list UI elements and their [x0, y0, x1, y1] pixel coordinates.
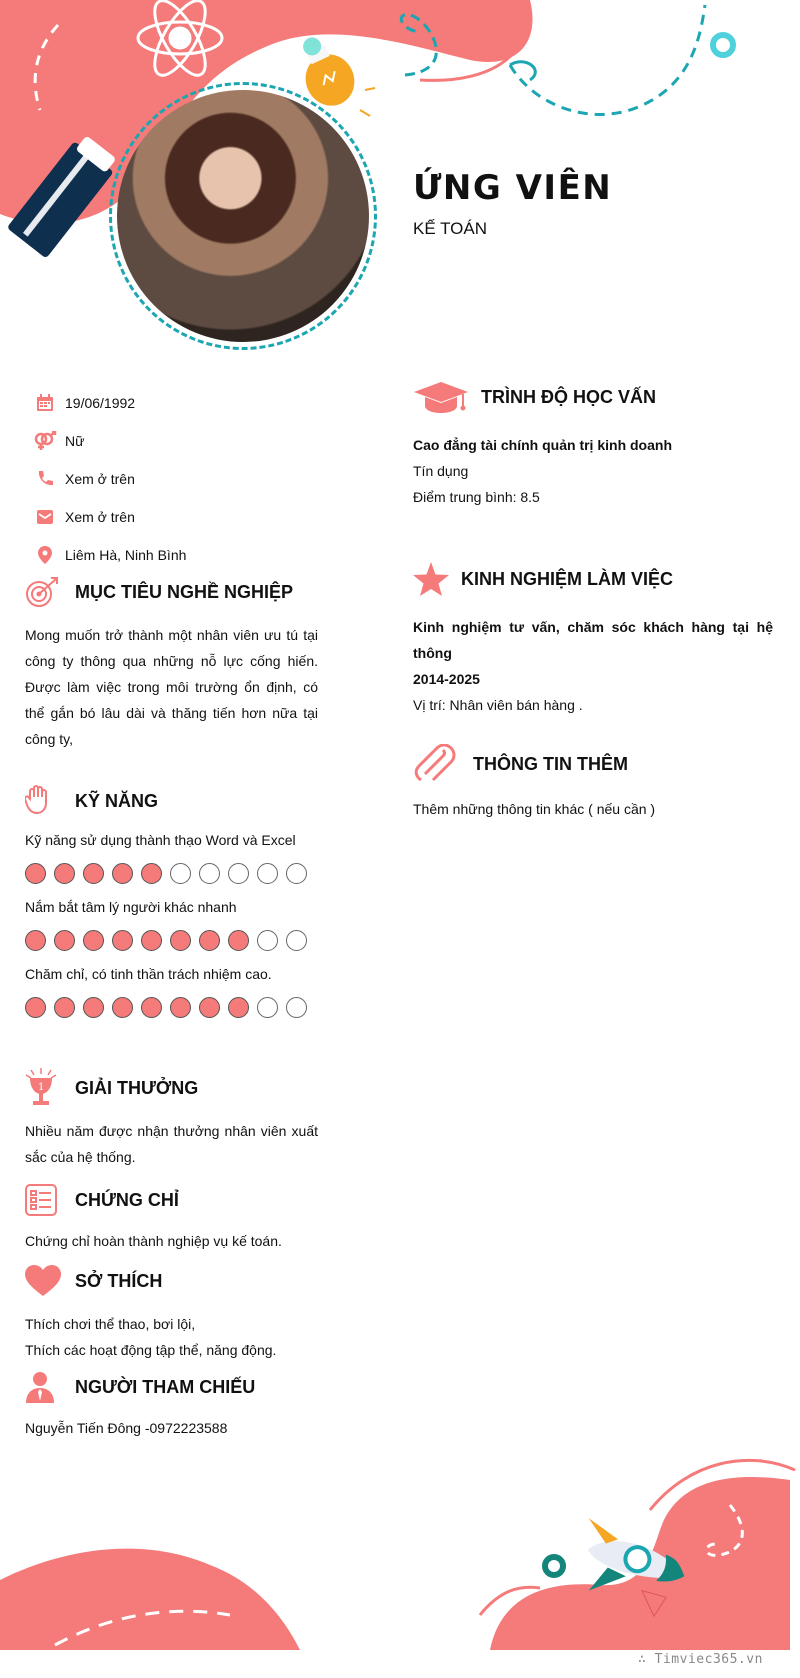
education-major: Tín dụng — [413, 463, 469, 479]
experience-company: Kinh nghiệm tư vấn, chăm sóc khách hàng tại hệ thông — [413, 619, 773, 661]
rating-dot-empty — [170, 863, 191, 884]
certificates-title: CHỨNG CHỈ — [75, 1189, 179, 1210]
info-gender — [25, 422, 345, 460]
extra-title: THÔNG TIN THÊM — [473, 753, 628, 774]
person-icon — [25, 1371, 75, 1403]
svg-text:1: 1 — [38, 1082, 45, 1093]
references-header — [25, 1367, 318, 1407]
phone-icon — [25, 470, 65, 488]
info-address — [25, 536, 345, 574]
rating-dot-filled — [141, 930, 162, 951]
skill-label: Chăm chỉ, có tinh thần trách nhiệm cao. — [25, 966, 272, 982]
hobbies-line-2: Thích các hoạt động tập thể, năng động. — [25, 1342, 277, 1358]
rating-dot-filled — [112, 863, 133, 884]
awards-header — [25, 1068, 318, 1108]
education-gpa: Điểm trung bình: 8.5 — [413, 489, 540, 505]
awards-text: Nhiều năm được nhận thưởng nhân viên xuất sắc của hệ thống. — [25, 1123, 318, 1165]
rating-dot-filled — [54, 930, 75, 951]
education-school: Cao đẳng tài chính quản trị kinh doanh — [413, 437, 672, 453]
references-text: Nguyễn Tiến Đông -0972223588 — [25, 1420, 228, 1436]
skills-title: KỸ NĂNG — [75, 790, 159, 811]
awards-title: GIẢI THƯỞNG — [75, 1077, 199, 1098]
hand-icon — [25, 785, 75, 817]
references-title: NGƯỜI THAM CHIẾU — [75, 1376, 256, 1397]
hobbies-title: SỞ THÍCH — [75, 1270, 163, 1291]
rating-dot-filled — [83, 997, 104, 1018]
rating-dot-filled — [228, 930, 249, 951]
rating-dot-filled — [112, 997, 133, 1018]
objective-text: Mong muốn trở thành một nhân viên ưu tú tại công ty thông qua những nỗ lực cống hiến. Được làm việc trong môi trường ổn định, có thể gắn bó lâu dài và thăng tiến hơn nữa tại công ty, — [25, 627, 318, 747]
experience-header — [413, 559, 773, 599]
graduation-cap-icon — [413, 380, 481, 414]
skills-list — [25, 827, 325, 1018]
avatar — [117, 90, 369, 342]
rating-dot-empty — [257, 930, 278, 951]
rating-dot-filled — [199, 997, 220, 1018]
hobbies-line-1: Thích chơi thể thao, bơi lội, — [25, 1316, 196, 1332]
rating-dot-filled — [141, 997, 162, 1018]
skill-rating — [25, 863, 325, 884]
rating-dot-filled — [199, 930, 220, 951]
section-experience — [413, 559, 773, 718]
skill-rating — [25, 997, 325, 1018]
personal-info — [25, 384, 345, 574]
star-icon — [413, 562, 461, 596]
email-icon — [25, 509, 65, 525]
trophy-icon — [25, 1068, 75, 1108]
skill-label: Kỹ năng sử dụng thành thạo Word và Excel — [25, 832, 296, 848]
info-birthday — [25, 384, 345, 422]
email-value: Xem ở trên — [65, 509, 135, 525]
section-references — [25, 1367, 318, 1441]
rating-dot-filled — [170, 930, 191, 951]
certificates-header — [25, 1180, 318, 1220]
address-value: Liêm Hà, Ninh Bình — [65, 547, 187, 563]
rating-dot-empty — [257, 997, 278, 1018]
rating-dot-filled — [228, 997, 249, 1018]
rating-dot-empty — [286, 997, 307, 1018]
rating-dot-filled — [141, 863, 162, 884]
info-phone — [25, 460, 345, 498]
section-certificates — [25, 1180, 318, 1254]
hobbies-header — [25, 1261, 318, 1301]
section-extra — [413, 744, 773, 822]
job-position: KẾ TOÁN — [413, 219, 488, 238]
paperclip-icon — [413, 744, 473, 784]
bottom-decoration — [0, 1440, 800, 1650]
rating-dot-filled — [170, 997, 191, 1018]
gender-icon — [25, 431, 65, 451]
objective-title: MỤC TIÊU NGHỀ NGHIỆP — [75, 581, 294, 602]
section-awards — [25, 1068, 318, 1170]
phone-value: Xem ở trên — [65, 471, 135, 487]
rating-dot-empty — [286, 930, 307, 951]
rating-dot-filled — [54, 997, 75, 1018]
section-hobbies — [25, 1261, 318, 1363]
experience-title: KINH NGHIỆM LÀM VIỆC — [461, 568, 674, 589]
watermark: ∴ Timviec365.vn — [638, 1652, 763, 1667]
experience-role: Vị trí: Nhân viên bán hàng . — [413, 697, 583, 713]
section-objective — [25, 572, 318, 752]
extra-header — [413, 744, 773, 784]
education-title: TRÌNH ĐỘ HỌC VẤN — [481, 386, 656, 407]
skill-label: Nắm bắt tâm lý người khác nhanh — [25, 899, 237, 915]
rating-dot-empty — [199, 863, 220, 884]
rating-dot-filled — [54, 863, 75, 884]
rating-dot-empty — [257, 863, 278, 884]
candidate-name: ỨNG VIÊN — [413, 168, 613, 208]
gender-value: Nữ — [65, 433, 85, 449]
extra-text: Thêm những thông tin khác ( nếu cần ) — [413, 801, 656, 817]
location-icon — [25, 546, 65, 564]
checklist-icon — [25, 1184, 75, 1216]
skills-header — [25, 781, 325, 821]
teal-dot-icon — [545, 1557, 563, 1575]
education-header — [413, 377, 773, 417]
birthday-value: 19/06/1992 — [65, 395, 136, 411]
teal-ring-icon — [713, 35, 733, 55]
rating-dot-filled — [112, 930, 133, 951]
rating-dot-filled — [25, 997, 46, 1018]
rating-dot-empty — [286, 863, 307, 884]
rating-dot-filled — [83, 863, 104, 884]
calendar-icon — [25, 394, 65, 412]
rating-dot-filled — [83, 930, 104, 951]
heart-icon — [25, 1265, 75, 1297]
section-education — [413, 377, 773, 510]
experience-period: 2014-2025 — [413, 671, 480, 687]
rating-dot-empty — [228, 863, 249, 884]
certificates-text: Chứng chỉ hoàn thành nghiệp vụ kế toán. — [25, 1233, 282, 1249]
target-icon — [25, 576, 75, 608]
rating-dot-filled — [25, 930, 46, 951]
section-skills — [25, 781, 325, 1028]
skill-rating — [25, 930, 325, 951]
rating-dot-filled — [25, 863, 46, 884]
objective-header — [25, 572, 318, 612]
info-email — [25, 498, 345, 536]
